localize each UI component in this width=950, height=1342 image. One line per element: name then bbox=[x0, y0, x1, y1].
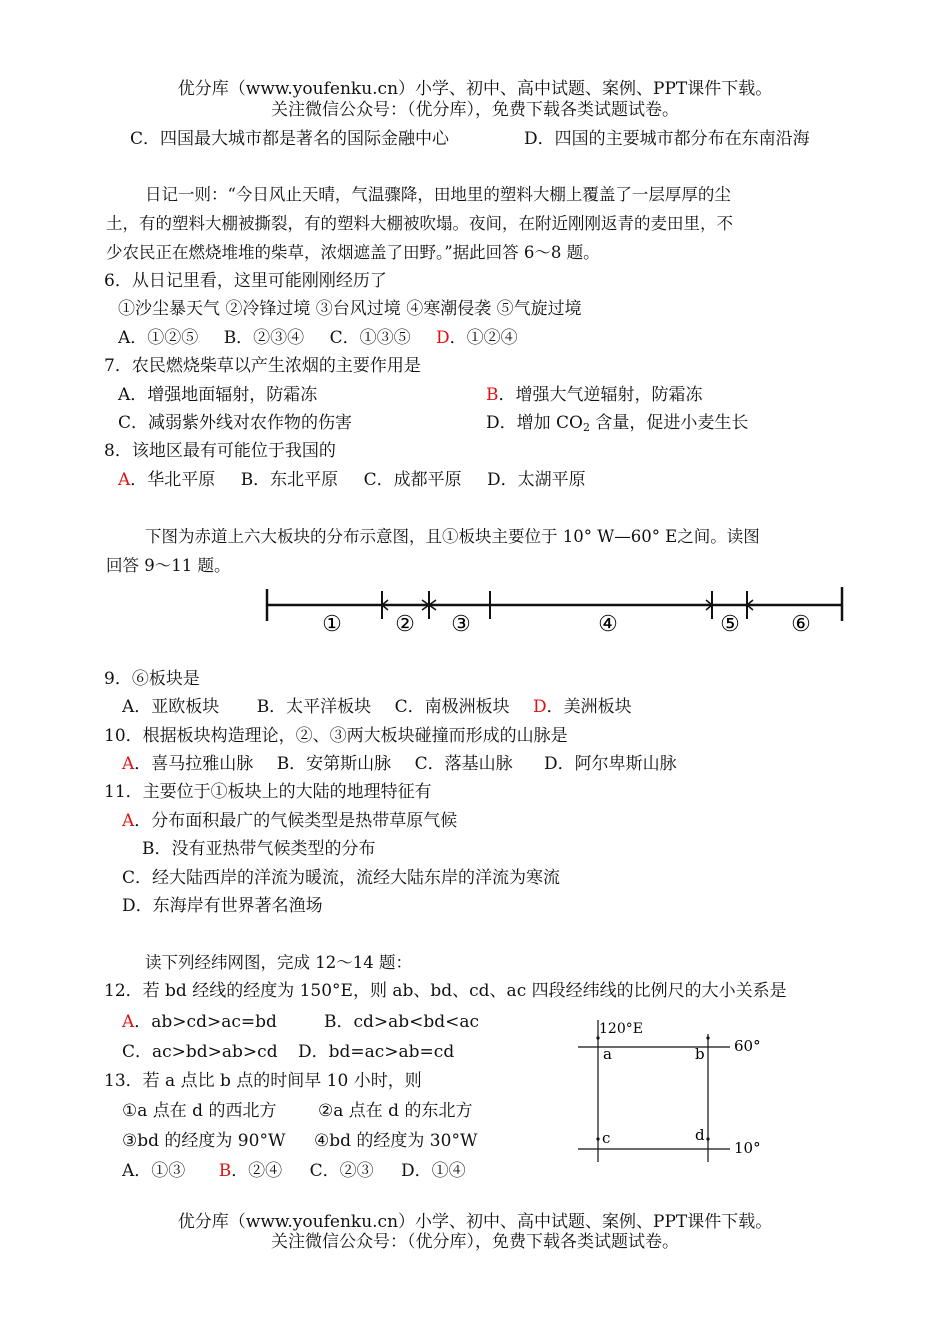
q12-option-b: B．cd>ab<bd<ac bbox=[324, 1012, 480, 1032]
q13-statement-2: ②a 点在 d 的东北方 bbox=[318, 1101, 473, 1121]
q6-option-b: B．②③④ bbox=[223, 328, 305, 348]
q7-option-d bbox=[486, 412, 748, 439]
q13-statement-4: ④bd 的经度为 30°W bbox=[314, 1131, 478, 1151]
header-line-2: 关注微信公众号：（优分库），免费下载各类试题试卷。 bbox=[271, 100, 679, 120]
q9-option-d-text: ．美洲板块 bbox=[546, 697, 632, 717]
q9-option-b: B．太平洋板块 bbox=[256, 697, 372, 717]
q9-option-c: C．南极洲板块 bbox=[394, 697, 510, 717]
q8-stem: 8．该地区最有可能位于我国的 bbox=[104, 441, 336, 461]
footer-line-1: 优分库（www.youfenku.cn）小学、初中、高中试题、案例、PPT课件下载。 bbox=[177, 1212, 773, 1232]
latitude-label-top: 60° bbox=[734, 1037, 761, 1055]
q11-option-a-text: ．分布面积最广的气候类型是热带草原气候 bbox=[134, 811, 458, 831]
q6-option-d bbox=[436, 328, 518, 348]
q8-option-a bbox=[118, 470, 215, 490]
q12-option-d: D．bd=ac>ab=cd bbox=[298, 1042, 455, 1062]
plate-label-2: ② bbox=[395, 612, 415, 637]
q8-options bbox=[118, 469, 586, 491]
q8-option-a-text: ．华北平原 bbox=[130, 470, 216, 490]
plate-label-6: ⑥ bbox=[791, 612, 811, 637]
point-b-label: b bbox=[695, 1045, 705, 1063]
q13-answer-letter: B bbox=[218, 1161, 232, 1181]
q10-option-c: C．落基山脉 bbox=[414, 754, 513, 774]
latitude-label-bottom: 10° bbox=[734, 1139, 761, 1157]
q9-options bbox=[122, 696, 632, 718]
q7-option-d-pre: D．增加 CO bbox=[486, 413, 583, 433]
q11-option-c: C．经大陆西岸的洋流为暖流，流经大陆东岸的洋流为寒流 bbox=[122, 868, 561, 888]
q13-stem: 13．若 a 点比 b 点的时间早 10 小时，则 bbox=[104, 1071, 422, 1091]
q7-option-d-post: 含量，促进小麦生长 bbox=[589, 413, 749, 433]
point-marker bbox=[706, 1036, 709, 1039]
q13-option-b-text: ．②④ bbox=[231, 1161, 283, 1181]
q6-items: ①沙尘暴天气 ②冷锋过境 ③台风过境 ④寒潮侵袭 ⑤气旋过境 bbox=[118, 299, 582, 319]
point-a-label: a bbox=[603, 1045, 612, 1063]
q7-option-c: C．减弱紫外线对农作物的伤害 bbox=[118, 413, 353, 433]
q13-options bbox=[122, 1160, 466, 1182]
q8-option-c: C．成都平原 bbox=[363, 470, 462, 490]
q6-option-c: C．①③⑤ bbox=[329, 328, 411, 348]
q12-option-a-text: ．ab>cd>ac=bd bbox=[134, 1012, 277, 1032]
grid-intro: 读下列经纬网图，完成 12～14 题： bbox=[145, 953, 412, 972]
q10-answer-letter: A bbox=[122, 754, 135, 774]
plate-label-4: ④ bbox=[598, 612, 618, 637]
point-marker bbox=[706, 1137, 709, 1140]
q8-answer-letter: A bbox=[118, 470, 131, 490]
q12-stem: 12．若 bd 经线的经度为 150°E，则 ab、bd、cd、ac 四段经纬线的比例尺的大小关系是 bbox=[104, 981, 787, 1001]
q6-answer-letter: D bbox=[436, 328, 450, 348]
q11-answer-letter: A bbox=[122, 811, 135, 831]
plate-label-5: ⑤ bbox=[720, 612, 740, 637]
point-c-label: c bbox=[602, 1129, 611, 1147]
q9-answer-letter: D bbox=[533, 697, 547, 717]
q7-answer-letter: B bbox=[486, 385, 499, 405]
q5-option-c: C．四国最大城市都是著名的国际金融中心 bbox=[130, 129, 450, 149]
longitude-label: 120°E bbox=[599, 1021, 643, 1037]
plate-intro-line-1: 下图为赤道上六大板块的分布示意图，且①板块主要位于 10° W—60° E之间。读图 bbox=[145, 527, 760, 546]
plate-label-1: ① bbox=[322, 612, 342, 637]
q11-stem: 11．主要位于①板块上的大陆的地理特征有 bbox=[104, 782, 432, 802]
q8-option-b: B．东北平原 bbox=[240, 470, 339, 490]
q7-option-b-text: ．增强大气逆辐射，防霜冻 bbox=[498, 385, 703, 405]
q7-option-b bbox=[486, 384, 703, 406]
q9-option-a: A．亚欧板块 bbox=[122, 697, 220, 717]
q6-stem: 6．从日记里看，这里可能刚刚经历了 bbox=[104, 271, 387, 291]
q10-option-d: D．阿尔卑斯山脉 bbox=[544, 754, 677, 774]
plate-diagram bbox=[258, 583, 854, 643]
q13-option-a: A．①③ bbox=[122, 1161, 186, 1181]
footer-line-2: 关注微信公众号：（优分库），免费下载各类试题试卷。 bbox=[271, 1232, 679, 1252]
q7-option-d-sub: 2 bbox=[582, 421, 590, 434]
q12-option-a bbox=[122, 1011, 277, 1033]
q6-option-d-text: ．①②④ bbox=[449, 328, 518, 348]
q9-stem: 9．⑥板块是 bbox=[104, 669, 200, 689]
q10-option-a bbox=[122, 754, 253, 774]
point-marker bbox=[596, 1137, 599, 1140]
q10-option-a-text: ．喜马拉雅山脉 bbox=[134, 754, 254, 774]
q13-statement-3: ③bd 的经度为 90°W bbox=[122, 1131, 286, 1151]
point-d-label: d bbox=[695, 1126, 705, 1144]
q5-option-d: D．四国的主要城市都分布在东南沿海 bbox=[524, 129, 810, 149]
q10-option-b: B．安第斯山脉 bbox=[276, 754, 392, 774]
q13-option-c: C．②③ bbox=[309, 1161, 374, 1181]
q7-option-a: A．增强地面辐射，防霜冻 bbox=[118, 385, 318, 405]
plate-label-3: ③ bbox=[451, 612, 471, 637]
diary-line-3: 少农民正在燃烧堆堆的柴草，浓烟遮盖了田野。”据此回答 6～8 题。 bbox=[106, 243, 600, 262]
q8-option-d: D．太湖平原 bbox=[487, 470, 586, 490]
q13-option-b bbox=[219, 1161, 283, 1181]
q11-option-b: B．没有亚热带气候类型的分布 bbox=[142, 839, 376, 859]
diary-line-2: 土，有的塑料大棚被撕裂，有的塑料大棚被吹塌。夜间，在附近刚刚返青的麦田里，不 bbox=[106, 214, 733, 233]
q12-answer-letter: A bbox=[122, 1012, 135, 1032]
q13-statement-1: ①a 点在 d 的西北方 bbox=[122, 1101, 277, 1121]
q6-options bbox=[118, 327, 518, 349]
q11-option-d: D．东海岸有世界著名渔场 bbox=[122, 896, 323, 916]
diary-line-1: 日记一则：“今日风止天晴，气温骤降，田地里的塑料大棚上覆盖了一层厚厚的尘 bbox=[145, 185, 731, 204]
header-line-1: 优分库（www.youfenku.cn）小学、初中、高中试题、案例、PPT课件下载。 bbox=[177, 79, 773, 99]
plate-intro-line-2: 回答 9～11 题。 bbox=[106, 556, 231, 575]
q11-option-a bbox=[122, 810, 457, 832]
q12-option-c: C．ac>bd>ab>cd bbox=[122, 1042, 278, 1062]
q6-option-a: A．①②⑤ bbox=[118, 328, 199, 348]
lat-lon-grid-diagram bbox=[574, 1016, 770, 1166]
q7-stem: 7．农民燃烧柴草以产生浓烟的主要作用是 bbox=[104, 356, 421, 376]
q9-option-d bbox=[533, 697, 632, 717]
q13-option-d: D．①④ bbox=[401, 1161, 466, 1181]
q10-stem: 10．根据板块构造理论，②、③两大板块碰撞而形成的山脉是 bbox=[104, 726, 568, 746]
q10-options bbox=[122, 753, 677, 775]
